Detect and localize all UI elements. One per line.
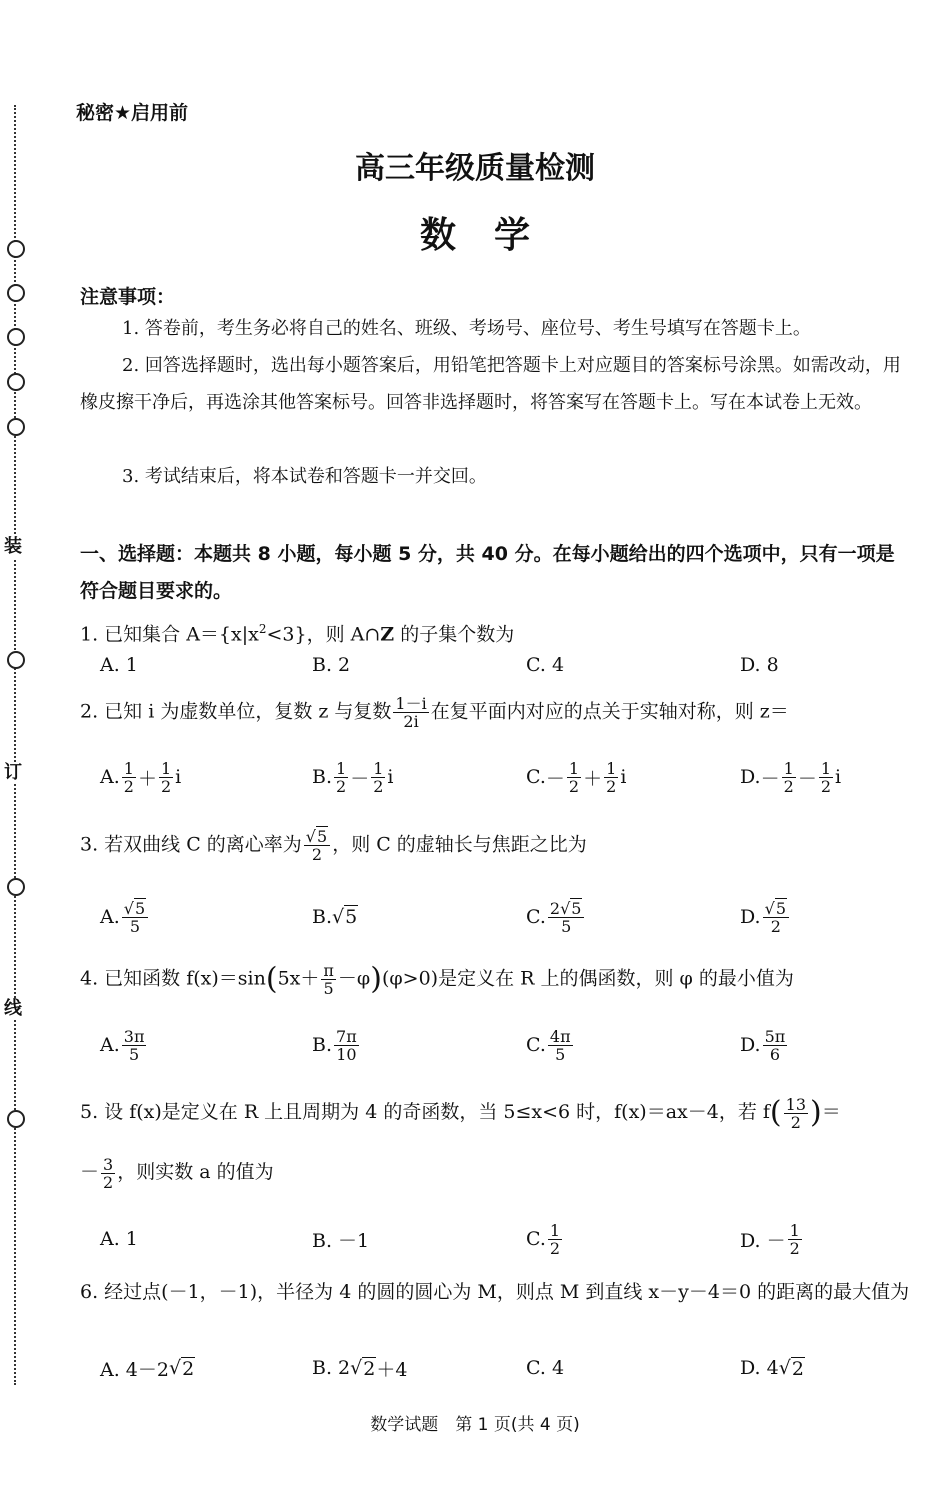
sqrt-radicand: 2 [182, 1357, 195, 1380]
page-footer: 数学试题 第 1 页(共 4 页) [370, 1415, 580, 1435]
q5-option-a[interactable]: A. 1 [100, 1228, 138, 1250]
q3-fraction [304, 828, 330, 863]
q5-option-b[interactable]: B. －1 [312, 1229, 370, 1252]
q6-options [100, 1343, 900, 1393]
paren: ) [370, 961, 382, 997]
fraction [548, 1222, 562, 1257]
q5-neg: － [80, 1161, 100, 1183]
frac-den: 2 [790, 1112, 801, 1132]
option-label: A. [100, 766, 120, 788]
q5-text: 5. 设 f(x)是定义在 R 上且周期为 4 的奇函数，当 5≤x<6 时，f(x)＝ax－4，若 f [80, 1101, 770, 1123]
question-5 [80, 1092, 910, 1132]
q4-option-b[interactable] [312, 1020, 361, 1070]
q1-integers-symbol: Z [380, 623, 395, 646]
sqrt-radicand: 5 [134, 898, 146, 918]
option-label: D. － [740, 1229, 786, 1252]
option-label: A. [100, 906, 120, 928]
frac-num: 1 [568, 758, 580, 778]
frac-den: 2 [549, 1238, 561, 1258]
frac-num: 1 [549, 1220, 561, 1240]
fraction [788, 1222, 802, 1257]
option-label: B. [312, 1034, 333, 1056]
q6-option-b[interactable]: B. 2 √ 2 ＋4 [312, 1343, 407, 1393]
frac-num: √5 [122, 900, 148, 918]
q4-options [100, 1020, 900, 1070]
frac-num: 1 [373, 758, 384, 778]
option-label: D. [740, 906, 761, 928]
section-heading: 一、选择题：本题共 8 小题，每小题 5 分，共 40 分。在每小题给出的四个选项中，只有一项是符合题目要求的。 [80, 543, 895, 602]
q1-option-a[interactable]: A. 1 [100, 654, 138, 676]
fraction [122, 760, 136, 795]
binding-label-xian: 线 [4, 998, 22, 1019]
frac-num: 3π [123, 1026, 145, 1046]
option-label: B. [312, 906, 333, 928]
frac-num: 1 [789, 1220, 800, 1240]
q1-text: 的子集个数为 [394, 623, 515, 646]
sqrt: √5 [332, 906, 358, 928]
frac-num: 7π [336, 1026, 357, 1046]
frac-den: 2 [103, 1172, 114, 1192]
frac-den: 5 [561, 916, 572, 936]
exam-title: 高三年级质量检测 [355, 151, 595, 186]
q2-option-a[interactable] [100, 752, 181, 802]
option-text: B. 2 [312, 1357, 351, 1379]
option-label: D. [740, 766, 761, 788]
q3-option-a[interactable] [100, 892, 150, 942]
frac-den: 5 [323, 979, 334, 998]
q5-options [100, 1214, 900, 1264]
fraction [334, 760, 348, 795]
frac-den: 2 [373, 776, 384, 796]
frac-den: 2 [568, 776, 580, 796]
frac-den: 2 [123, 776, 134, 796]
paren: ( [769, 1095, 782, 1130]
binding-hole [7, 1110, 25, 1128]
q2-fraction [393, 695, 428, 730]
imaginary-unit: i [620, 766, 627, 788]
binding-hole [7, 651, 25, 669]
q5-fraction [101, 1156, 115, 1191]
q6-option-a[interactable]: A. 4－2 √ 2 [100, 1343, 195, 1393]
q5-fraction [784, 1096, 808, 1131]
frac-den: 2i [403, 712, 419, 731]
frac-num: 1 [336, 758, 347, 778]
fraction [782, 760, 796, 795]
imaginary-unit: i [175, 766, 182, 788]
q4-option-c[interactable] [526, 1020, 575, 1070]
fraction [548, 900, 585, 935]
frac-den: 2 [336, 776, 347, 796]
frac-num: 2√5 [548, 900, 585, 918]
frac-num: 13 [785, 1094, 806, 1114]
coefficient: 2 [549, 898, 561, 918]
fraction [604, 760, 618, 795]
notice-item: 2. 回答选择题时，选出每小题答案后，用铅笔把答题卡上对应题目的答案标号涂黑。如需改动，用橡皮擦干净后，再选涂其他答案标号。回答非选择题时，将答案写在答题卡上。写在本试卷上无效。 [80, 355, 901, 413]
confidential-mark: 秘密★启用前 [76, 102, 189, 124]
binding-hole [7, 284, 25, 302]
binding-hole [7, 328, 25, 346]
frac-den: 2 [789, 1238, 800, 1258]
sqrt-radicand: 2 [363, 1357, 376, 1380]
binding-label-ding: 订 [4, 762, 22, 783]
q2-text: 2. 已知 i 为虚数单位，复数 z 与复数 [80, 700, 392, 723]
notice-item: 1. 答卷前，考生务必将自己的姓名、班级、考场号、座位号、考生号填写在答题卡上。 [122, 318, 811, 339]
frac-num: 1 [783, 758, 794, 778]
sqrt-radicand: 5 [775, 898, 786, 918]
frac-num: 1 [123, 758, 134, 778]
frac-num: 1－i [395, 694, 427, 713]
frac-num: π [323, 961, 334, 980]
q1-options [100, 640, 900, 690]
fraction [548, 1028, 573, 1063]
operator: － [350, 767, 370, 790]
paren: ( [265, 961, 278, 997]
fraction [819, 760, 833, 795]
q2-options [100, 752, 900, 802]
binding-hole [7, 878, 25, 896]
q1-option-c[interactable]: C. 4 [526, 654, 565, 676]
question-2 [80, 695, 910, 730]
frac-den: 2 [770, 916, 781, 936]
q5-option-d[interactable] [740, 1214, 804, 1264]
frac-num: 1 [606, 758, 617, 778]
operator: ＋ [583, 767, 603, 790]
q4-inner: 5x＋ [277, 967, 320, 990]
q3-text: 3. 若双曲线 C 的离心率为 [80, 833, 302, 856]
option-label: C. [526, 766, 546, 788]
fraction [567, 760, 581, 795]
frac-den: 2 [820, 776, 832, 796]
q3-options [100, 892, 900, 942]
frac-den: 5 [129, 1044, 140, 1064]
q2-option-d[interactable] [740, 752, 841, 802]
fraction [122, 1028, 147, 1063]
q6-option-d[interactable]: D. 4 √ 2 [740, 1357, 804, 1380]
imaginary-unit: i [387, 766, 394, 788]
notice-item: 3. 考试结束后，将本试卷和答题卡一并交回。 [122, 466, 487, 487]
q5-text: ，则实数 a 的值为 [117, 1161, 274, 1183]
question-3 [80, 828, 910, 863]
q3-option-d[interactable] [740, 892, 791, 942]
q6-option-c[interactable]: C. 4 [526, 1357, 565, 1379]
frac-num: 1 [160, 758, 172, 778]
operator: － [797, 767, 817, 790]
q1-text: 1. 已知集合 A＝{x|x [80, 623, 259, 646]
fraction [763, 1028, 788, 1063]
fraction [763, 900, 789, 935]
frac-num: 5π [764, 1026, 786, 1046]
question-5-cont [80, 1152, 910, 1192]
option-label: C. [526, 1034, 546, 1056]
q4-text: (φ>0)是定义在 R 上的偶函数，则 φ 的最小值为 [381, 967, 794, 990]
frac-num: 1 [820, 758, 832, 778]
fraction [371, 760, 385, 795]
sqrt-radicand: 2 [791, 1357, 804, 1380]
q3-option-c[interactable] [526, 892, 586, 942]
frac-den: 2 [783, 776, 794, 796]
option-label: D. [740, 1034, 761, 1056]
sqrt-radicand: 5 [345, 906, 358, 928]
question-4 [80, 962, 910, 997]
frac-num: 4π [549, 1026, 571, 1046]
sqrt-radicand: 5 [571, 898, 582, 918]
binding-label-zhuang: 装 [4, 536, 22, 557]
frac-den: 5 [555, 1044, 566, 1064]
operator: － [545, 767, 565, 790]
q4-option-a[interactable] [100, 1020, 148, 1070]
binding-hole [7, 418, 25, 436]
frac-num: √5 [304, 828, 330, 846]
paren: ) [810, 1095, 822, 1130]
q4-inner: －φ [337, 967, 371, 990]
q4-option-d[interactable] [740, 1020, 789, 1070]
frac-den: 2 [606, 776, 617, 796]
frac-num: √5 [763, 900, 789, 918]
q1-text: <3}，则 A∩ [266, 623, 381, 646]
q2-text: 在复平面内对应的点关于实轴对称，则 z＝ [430, 700, 789, 723]
q3-option-b[interactable] [312, 892, 358, 942]
frac-den: 2 [160, 776, 172, 796]
q2-option-b[interactable] [312, 752, 393, 802]
option-text: D. 4 [740, 1357, 779, 1379]
q4-text: 4. 已知函数 f(x)＝sin [80, 967, 266, 990]
q4-fraction [321, 962, 336, 997]
q1-superscript: 2 [258, 622, 267, 636]
frac-den: 6 [769, 1044, 781, 1064]
option-label: C. [526, 1228, 546, 1250]
frac-den: 2 [311, 845, 323, 864]
question-6: 6. 经过点(－1，－1)，半径为 4 的圆的圆心为 M，则点 M 到直线 x－y－4＝0 的距离的最大值为 [80, 1281, 910, 1303]
fraction [159, 760, 173, 795]
option-label: B. [312, 766, 333, 788]
fraction [122, 900, 148, 935]
q3-text: ，则 C 的虚轴长与焦距之比为 [332, 833, 587, 856]
q5-eq: ＝ [821, 1101, 841, 1123]
frac-num: 3 [103, 1154, 114, 1174]
notice-heading: 注意事项： [80, 286, 176, 308]
q2-option-c[interactable] [526, 752, 626, 802]
q1-option-d[interactable]: D. 8 [740, 654, 779, 676]
option-label: C. [526, 906, 546, 928]
option-text: A. 4－2 [100, 1358, 169, 1381]
operator: ＋ [137, 767, 157, 790]
frac-den: 10 [336, 1044, 357, 1064]
operator: － [760, 767, 780, 790]
sqrt-radicand: 5 [317, 827, 328, 846]
option-label: A. [100, 1034, 120, 1056]
q5-option-c[interactable] [526, 1214, 564, 1264]
fraction [334, 1028, 359, 1063]
binding-hole [7, 373, 25, 391]
option-text: ＋4 [376, 1358, 408, 1381]
imaginary-unit: i [835, 766, 842, 788]
q1-option-b[interactable]: B. 2 [312, 654, 351, 676]
frac-den: 5 [129, 916, 141, 936]
subject-title: 数学 [419, 214, 568, 256]
